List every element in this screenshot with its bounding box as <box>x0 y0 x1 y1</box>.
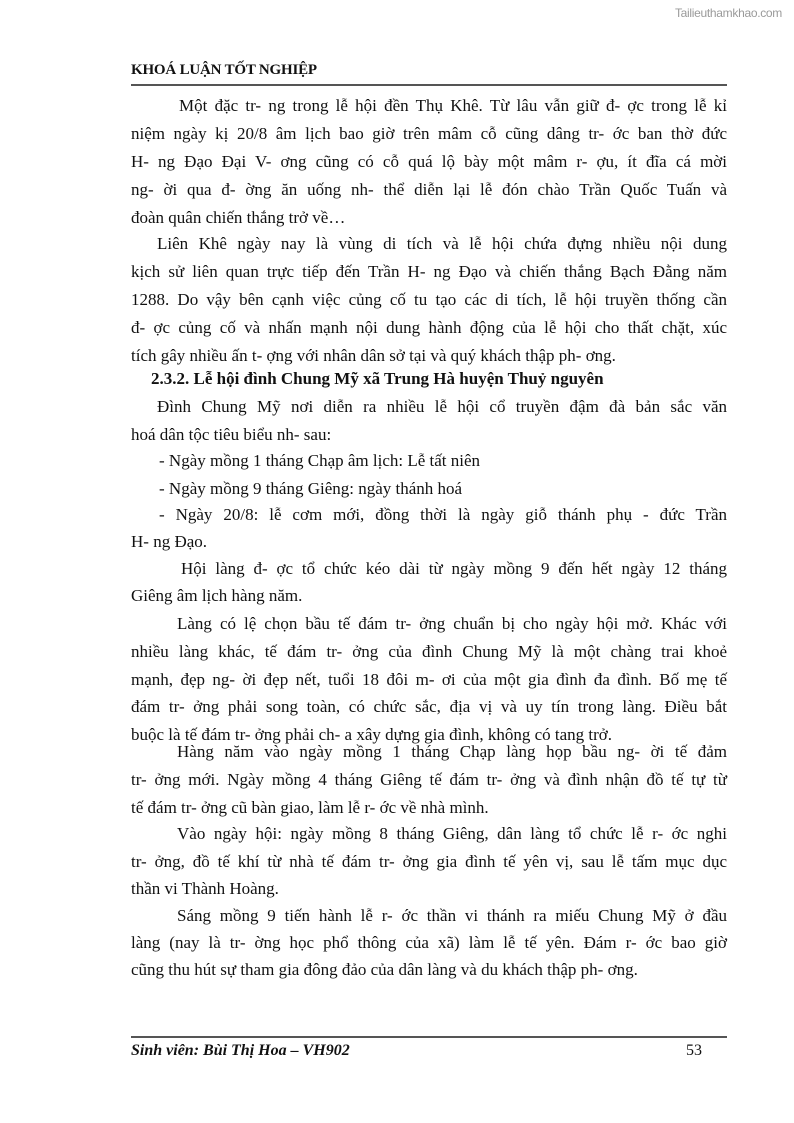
text-line: Sáng mồng 9 tiến hành lễ r- ớc thần vi thánh ra miếu Chung Mỹ ở đầu <box>177 906 727 925</box>
section-heading: 2.3.2. Lễ hội đình Chung Mỹ xã Trung Hà huyện Thuỷ nguyên <box>151 369 604 388</box>
text-line: 1288. Do vậy bên cạnh việc củng cố tu tạo các di tích, lễ hội truyền thống cần <box>131 290 727 309</box>
text-line: H- ng Đạo. <box>131 532 208 551</box>
text-line: Hàng năm vào ngày mồng 1 tháng Chạp làng họp bầu ng- ời tế đảm <box>177 742 727 761</box>
text-line: làng (nay là tr- ờng học phổ thông của xã) làm lễ tế yên. Đám r- ớc bao giờ <box>131 933 727 952</box>
text-line: Vào ngày hội: ngày mồng 8 tháng Giêng, dân làng tổ chức lễ r- ớc nghi <box>177 824 727 843</box>
watermark: Tailieuthamkhao.com <box>674 6 782 20</box>
footer-rule <box>131 1036 727 1038</box>
text-line: đ- ợc củng cố và nhấn mạnh nội dung hành động của lễ hội cho thất chặt, xúc <box>131 318 727 337</box>
text-line: cũng thu hút sự tham gia đông đảo của dân làng và du khách thập ph- ơng. <box>131 960 638 979</box>
text-line: kịch sử liên quan trực tiếp đến Trần H- ng Đạo và chiến thắng Bạch Đằng năm <box>131 262 727 281</box>
text-line: ng- ời qua đ- ờng ăn uống nh- thể diễn lại lễ đón chào Trần Quốc Tuấn và <box>131 180 727 199</box>
text-line: nhiều làng khác, tế đám tr- ởng của đình Chung Mỹ là một chàng trai khoẻ <box>131 642 727 661</box>
running-header: KHOÁ LUẬN TỐT NGHIỆP <box>131 62 317 78</box>
text-line: Một đặc tr- ng trong lễ hội đền Thụ Khê. Từ lâu vẫn giữ đ- ợc trong lễ kỉ <box>179 96 727 115</box>
text-line: mạnh, đẹp ng- ời đẹp nết, tuổi 18 đôi m- ơi của một gia đình đa đình. Bố mẹ tế <box>131 670 727 689</box>
text-line: Giêng âm lịch hàng năm. <box>131 586 303 605</box>
text-line: hoá dân tộc tiêu biểu nh- sau: <box>131 425 332 444</box>
text-line: Liên Khê ngày nay là vùng di tích và lễ hội chứa đựng nhiều nội dung <box>157 234 727 253</box>
text-line: - Ngày mồng 9 tháng Giêng: ngày thánh hoá <box>159 479 463 498</box>
text-line: tr- ởng mới. Ngày mồng 4 tháng Giêng tế đám tr- ởng và đình nhận đồ tế tự từ <box>131 770 727 789</box>
header-rule <box>131 84 727 86</box>
text-line: - Ngày mồng 1 tháng Chạp âm lịch: Lễ tất niên <box>159 451 481 470</box>
text-line: đám tr- ởng phải song toàn, có chức sắc, địa vị và uy tín trong làng. Điều bắt <box>131 697 727 716</box>
text-line: - Ngày 20/8: lễ cơm mới, đồng thời là ngày giỗ thánh phụ - đức Trần <box>159 505 727 524</box>
text-line: tích gây nhiều ấn t- ợng với nhân dân sở tại và quý khách thập ph- ơng. <box>131 346 616 365</box>
text-line: niệm ngày kị 20/8 âm lịch bao giờ trên mâm cỗ cũng dâng tr- ớc ban thờ đức <box>131 124 727 143</box>
text-line: tế đám tr- ởng cũ bàn giao, làm lễ r- ớc về nhà mình. <box>131 798 489 817</box>
text-line: Đình Chung Mỹ nơi diễn ra nhiều lễ hội cổ truyền đậm đà bản sắc văn <box>157 397 727 416</box>
text-line: buộc là tế đám tr- ởng phải ch- a xây dựng gia đình, không có tang trở. <box>131 725 613 744</box>
text-line: thần vi Thành Hoàng. <box>131 879 279 898</box>
page-number: 53 <box>686 1042 702 1059</box>
text-line: Làng có lệ chọn bầu tế đám tr- ởng chuẩn bị cho ngày hội mở. Khác với <box>177 614 727 633</box>
text-line: H- ng Đạo Đại V- ơng cũng có cỗ quá lộ bày một mâm r- ợu, ít đĩa cá mời <box>131 152 727 171</box>
text-line: Hội làng đ- ợc tổ chức kéo dài từ ngày mồng 9 đến hết ngày 12 tháng <box>181 559 727 578</box>
text-line: tr- ởng, đồ tế khí từ nhà tế đám tr- ởng gia đình tế yên vị, sau lễ tấm mục dục <box>131 852 727 871</box>
footer-student: Sinh viên: Bùi Thị Hoa – VH902 <box>131 1042 350 1059</box>
text-line: đoàn quân chiến thắng trở về… <box>131 208 346 227</box>
